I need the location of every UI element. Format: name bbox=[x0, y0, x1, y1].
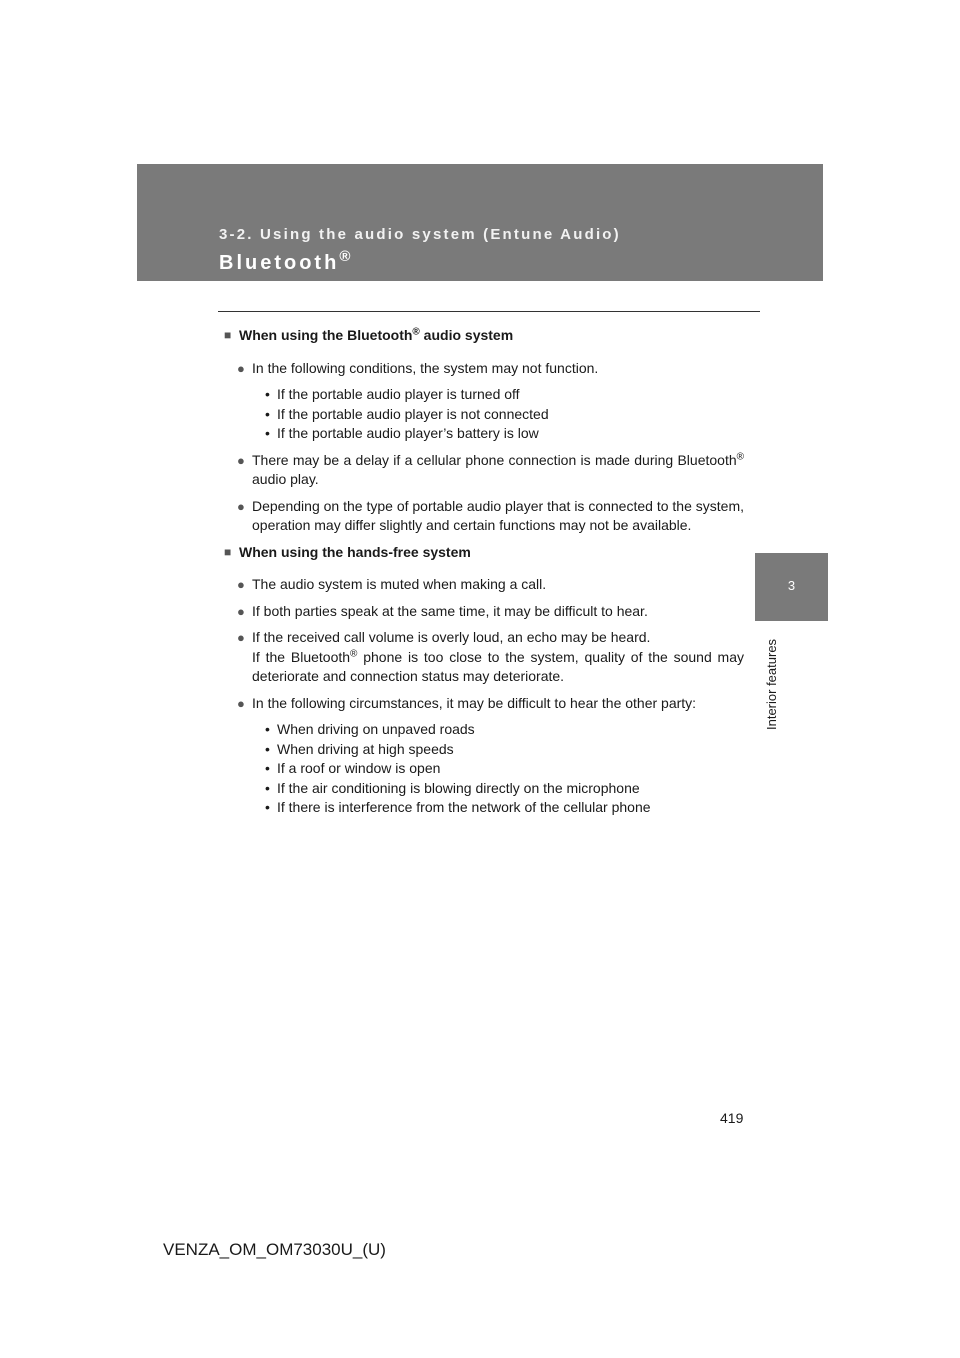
sub-item bbox=[265, 405, 744, 425]
dot-icon: • bbox=[265, 740, 270, 757]
bullet-item bbox=[224, 359, 744, 379]
bullet-text: audio play. bbox=[252, 471, 319, 487]
dot-icon: • bbox=[265, 405, 270, 422]
dot-icon: • bbox=[265, 760, 270, 776]
bullet-item bbox=[224, 602, 744, 622]
sub-item-text: When driving at high speeds bbox=[277, 740, 454, 757]
dot-icon: • bbox=[265, 425, 270, 441]
section-path: 3-2. Using the audio system (Entune Audio) bbox=[219, 226, 621, 243]
sub-item bbox=[265, 759, 744, 779]
bullet-item bbox=[224, 497, 744, 536]
sub-item-text: When driving on unpaved roads bbox=[277, 721, 475, 737]
bullet-text: In the following circumstances, it may be difficult to hear the other party: bbox=[252, 694, 697, 711]
registered-mark: ® bbox=[736, 450, 744, 462]
heading-text: audio system bbox=[419, 327, 514, 343]
chapter-number: 3 bbox=[787, 578, 796, 593]
page-title bbox=[219, 248, 350, 275]
bullet-text: In the following conditions, the system may not function. bbox=[252, 359, 599, 376]
bullet-text: If the Bluetooth bbox=[252, 648, 351, 665]
page-number: 419 bbox=[720, 1110, 744, 1126]
round-bullet-icon: ● bbox=[237, 630, 245, 645]
page-title-text: Bluetooth bbox=[219, 252, 340, 274]
bullet-text: If the received call volume is overly loud, an echo may be heard. bbox=[252, 629, 651, 645]
heading-text: When using the Bluetooth bbox=[239, 327, 413, 343]
sub-item bbox=[265, 740, 744, 760]
dot-icon: • bbox=[265, 799, 270, 815]
content bbox=[224, 326, 744, 825]
bullet-text: The audio system is muted when making a call. bbox=[252, 576, 547, 592]
sub-item-text: If the portable audio player is turned off bbox=[277, 386, 520, 402]
registered-mark: ® bbox=[350, 647, 358, 659]
header-band bbox=[137, 164, 823, 281]
sub-item bbox=[265, 424, 744, 444]
dot-icon: • bbox=[265, 386, 270, 402]
registered-mark: ® bbox=[339, 248, 351, 265]
sub-item bbox=[265, 720, 744, 740]
sub-item-text: If the air conditioning is blowing directly on the microphone bbox=[277, 779, 640, 796]
round-bullet-icon: ● bbox=[237, 452, 245, 468]
bullet-text: phone is too close to the system, quality of the sound may deteriorate and connection status may deteriorate. bbox=[252, 648, 744, 684]
section-heading bbox=[224, 543, 744, 563]
document-code: VENZA_OM_OM73030U_(U) bbox=[163, 1240, 386, 1259]
sub-item-text: If the portable audio player’s battery is low bbox=[277, 425, 539, 441]
square-bullet-icon: ■ bbox=[224, 328, 232, 342]
dot-icon: • bbox=[265, 721, 270, 737]
bullet-item bbox=[224, 694, 744, 714]
bullet-text: If both parties speak at the same time, it may be difficult to hear. bbox=[252, 602, 648, 619]
section-heading bbox=[224, 326, 744, 346]
sub-list bbox=[224, 720, 744, 818]
bullet-item bbox=[224, 575, 744, 595]
bullet-item bbox=[224, 451, 744, 490]
round-bullet-icon: ● bbox=[237, 577, 245, 592]
sub-item-text: If the portable audio player is not connected bbox=[277, 405, 549, 422]
sub-item-text: If there is interference from the network of the cellular phone bbox=[277, 799, 651, 815]
round-bullet-icon: ● bbox=[237, 360, 245, 376]
bullet-text: There may be a delay if a cellular phone connection is made during Bluetooth bbox=[252, 451, 737, 468]
bullet-text: Depending on the type of portable audio player that is connected to the system, operation may differ slightly and certain functions may not be available. bbox=[252, 497, 744, 533]
dot-icon: • bbox=[265, 779, 270, 796]
sub-item-text: If a roof or window is open bbox=[277, 760, 441, 776]
sub-item bbox=[265, 385, 744, 405]
sub-list bbox=[224, 385, 744, 444]
bullet-item bbox=[224, 628, 744, 687]
round-bullet-icon: ● bbox=[237, 695, 245, 711]
round-bullet-icon: ● bbox=[237, 498, 245, 514]
square-bullet-icon: ■ bbox=[224, 544, 232, 559]
divider bbox=[218, 311, 760, 312]
registered-mark: ® bbox=[412, 326, 420, 338]
sub-item bbox=[265, 779, 744, 799]
round-bullet-icon: ● bbox=[237, 603, 245, 619]
chapter-label: Interior features bbox=[764, 638, 779, 730]
heading-text: When using the hands-free system bbox=[239, 543, 471, 560]
sub-item bbox=[265, 798, 744, 818]
